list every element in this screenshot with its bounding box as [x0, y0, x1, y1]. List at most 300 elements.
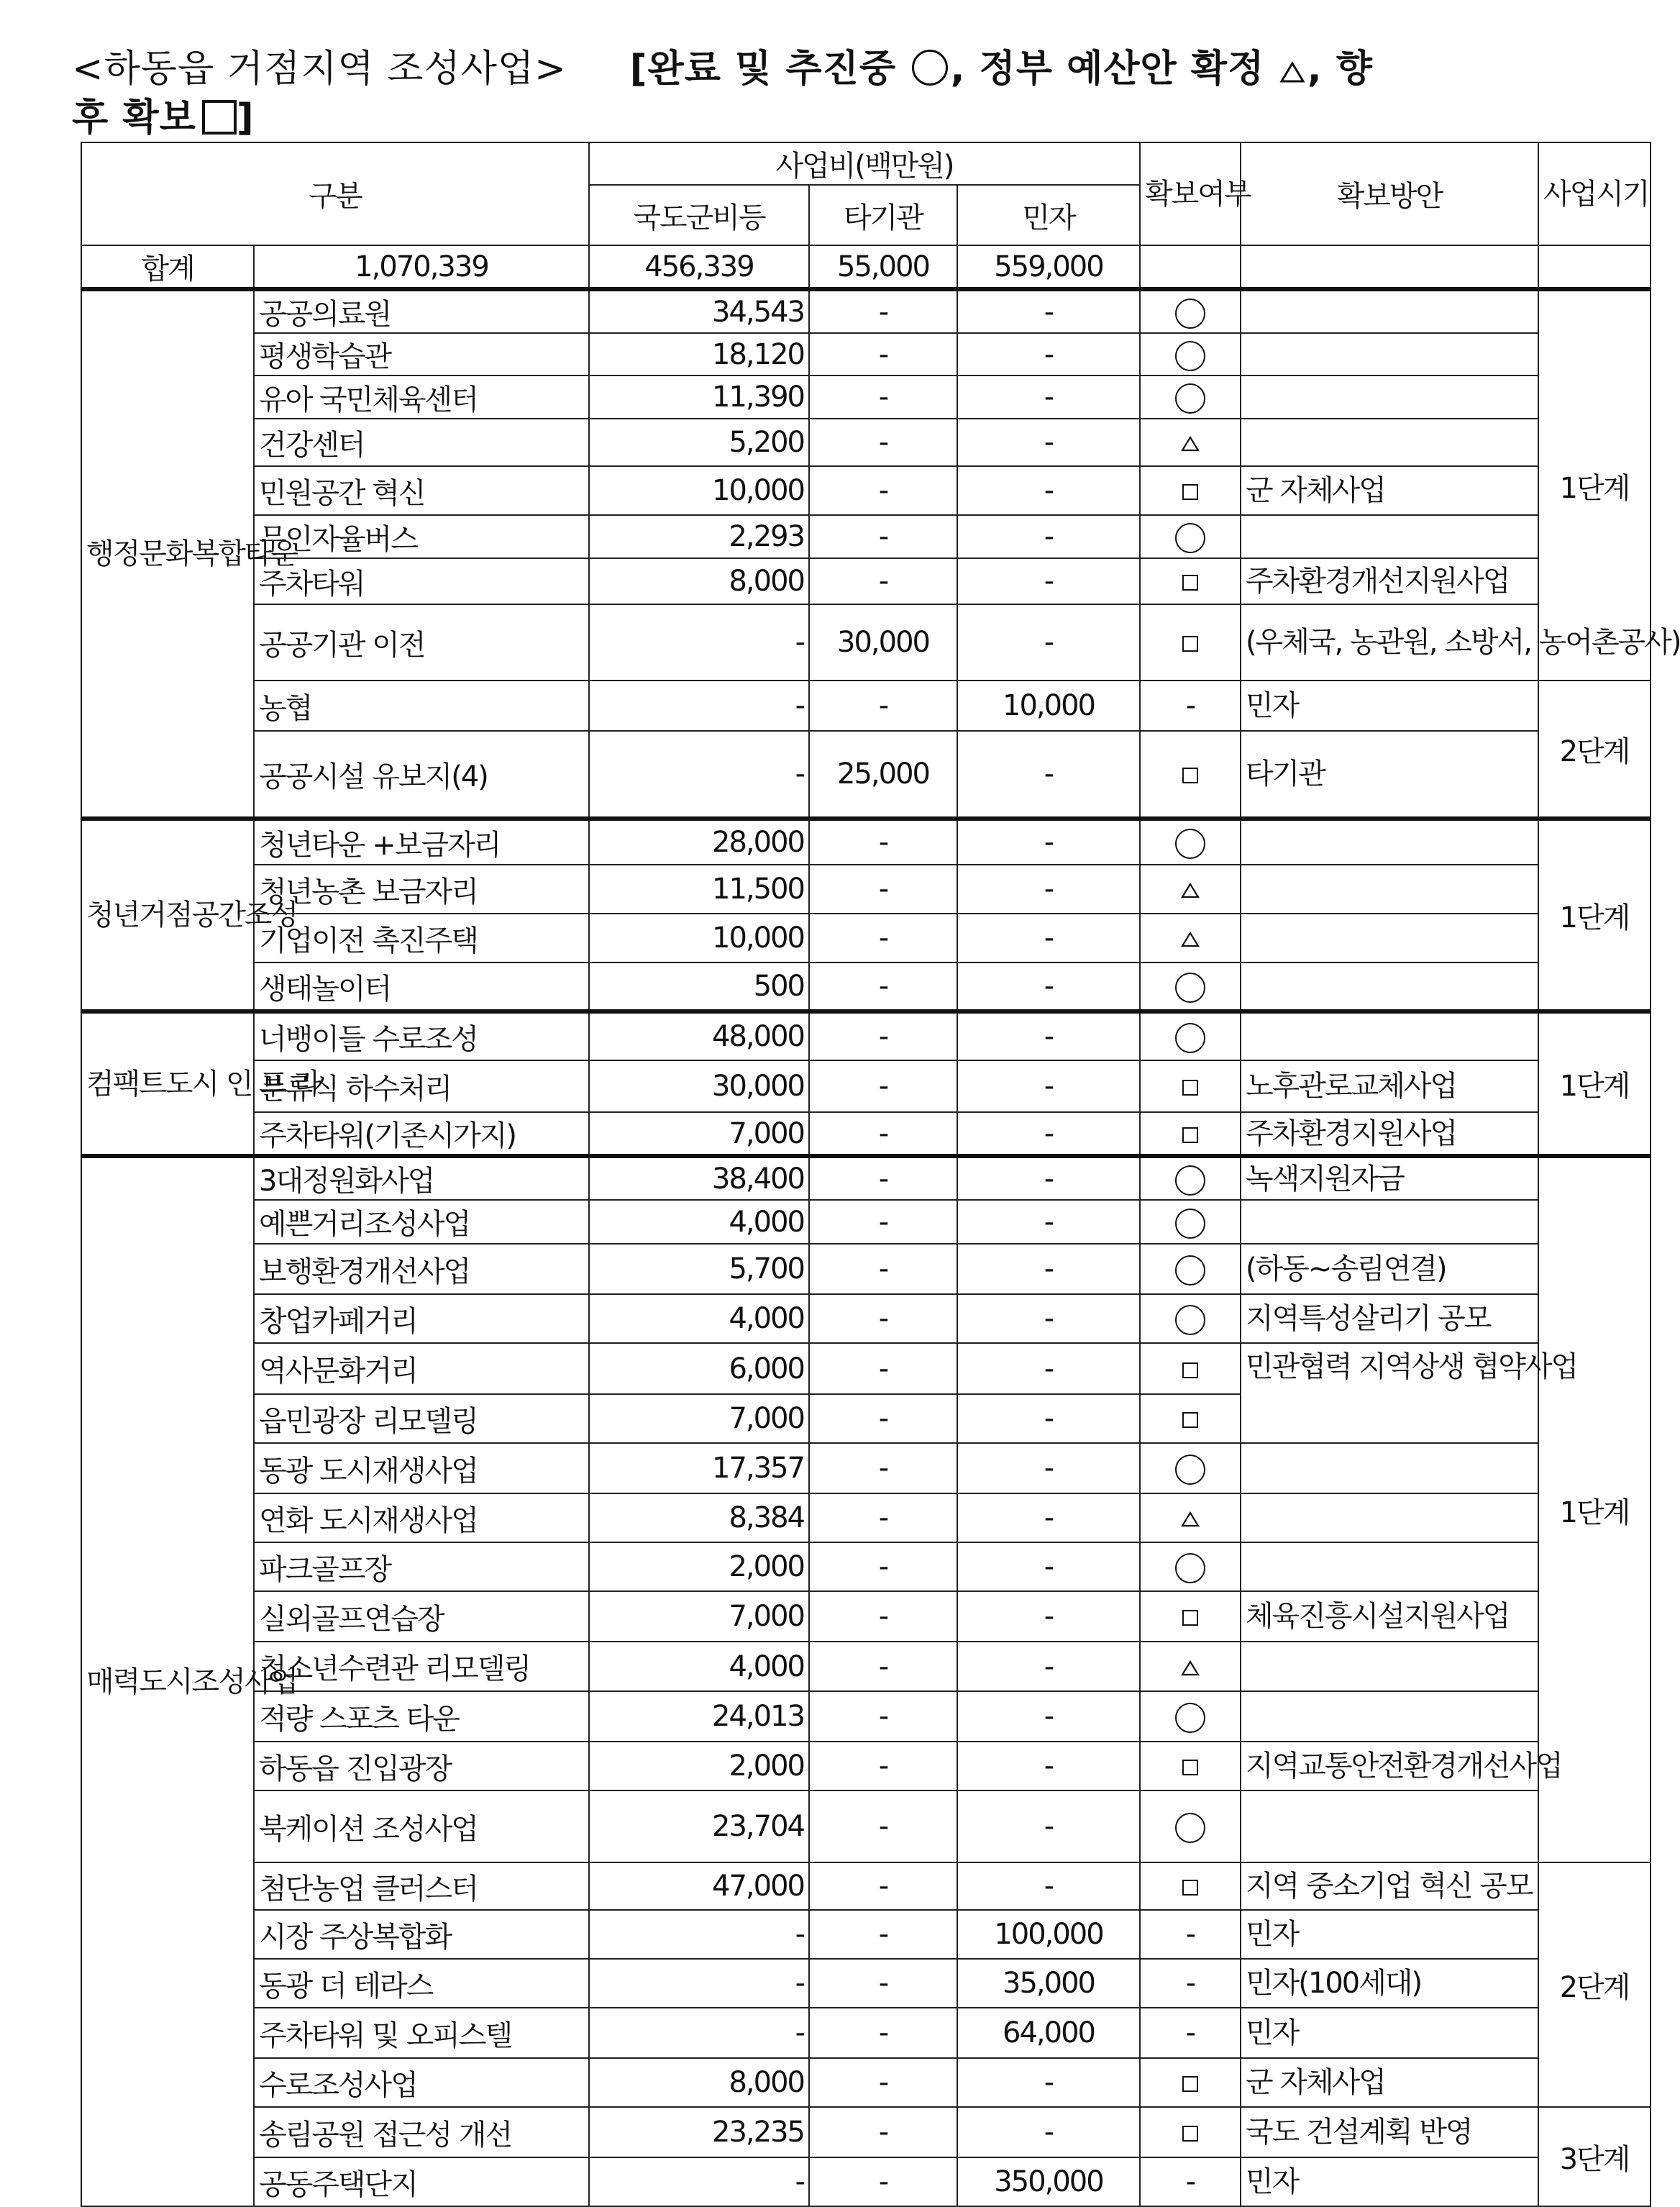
- secure-method: 민관협력 지역상생 협약사업: [1241, 1343, 1538, 1443]
- private-budget: -: [957, 1542, 1140, 1591]
- national-budget: -: [589, 2157, 809, 2206]
- project-table: [81, 142, 1680, 2207]
- status-square-icon: [1182, 1080, 1198, 1096]
- secure-method: [1241, 1790, 1538, 1862]
- other-budget: -: [809, 1060, 957, 1112]
- secure-method: [1241, 865, 1538, 914]
- secured-status: [1140, 1542, 1241, 1591]
- private-budget: -: [957, 1060, 1140, 1112]
- other-budget: -: [809, 289, 957, 333]
- private-budget: -: [957, 289, 1140, 333]
- other-budget: -: [809, 1959, 957, 2008]
- other-budget: -: [809, 819, 957, 865]
- secured-status: [1140, 419, 1241, 466]
- secure-method: [1241, 1542, 1538, 1591]
- project-name: 하동읍 진입광장: [254, 1742, 589, 1790]
- status-circle-icon: [1175, 1553, 1205, 1583]
- secure-method: 지역 중소기업 혁신 공모: [1241, 1862, 1538, 1910]
- project-stage: 1단계: [1538, 1156, 1651, 1862]
- private-budget: -: [957, 1691, 1140, 1742]
- status-square-icon: [1182, 1610, 1198, 1626]
- national-budget: 7,000: [589, 1591, 809, 1642]
- secure-method: 국도 건설계획 반영: [1241, 2107, 1538, 2157]
- project-name: 공공시설 유보지(4): [254, 731, 589, 819]
- other-budget: -: [809, 1343, 957, 1394]
- national-budget: 500: [589, 963, 809, 1011]
- project-stage: 2단계: [1538, 1862, 1651, 2107]
- table-row: [81, 731, 1651, 819]
- group-category: 청년거점공간조성: [81, 819, 254, 1011]
- secured-status: [1140, 1156, 1241, 1200]
- national-budget: -: [589, 2008, 809, 2058]
- status-dash-icon: -: [1185, 1967, 1195, 2000]
- other-budget: -: [809, 1691, 957, 1742]
- secured-status: [1140, 1343, 1241, 1394]
- table-row: [81, 819, 1651, 865]
- other-budget: -: [809, 1910, 957, 1959]
- status-circle-icon: [1175, 1023, 1205, 1053]
- status-circle-icon: [1175, 829, 1205, 859]
- other-budget: -: [809, 963, 957, 1011]
- table-row: [81, 1910, 1651, 1959]
- table-row: [81, 914, 1651, 963]
- private-budget: -: [957, 1343, 1140, 1394]
- status-square-icon: [1182, 2126, 1198, 2142]
- project-stage: 3단계: [1538, 2107, 1651, 2206]
- private-budget: 350,000: [957, 2157, 1140, 2206]
- national-budget: 8,384: [589, 1493, 809, 1542]
- secure-method: 민자: [1241, 2008, 1538, 2058]
- total-other: 55,000: [809, 245, 957, 289]
- table-row: [81, 515, 1651, 558]
- secure-method: 주차환경개선지원사업: [1241, 558, 1538, 604]
- other-budget: -: [809, 376, 957, 419]
- national-budget: -: [589, 681, 809, 731]
- other-budget: -: [809, 1156, 957, 1200]
- other-budget: -: [809, 2058, 957, 2107]
- private-budget: -: [957, 2107, 1140, 2157]
- table-row: [81, 289, 1651, 333]
- table-row: [81, 558, 1651, 604]
- legend-open: [완료 및 추진중: [629, 47, 897, 91]
- private-budget: -: [957, 914, 1140, 963]
- national-budget: -: [589, 731, 809, 819]
- national-budget: 2,000: [589, 1542, 809, 1591]
- status-square-icon: [1182, 1127, 1198, 1143]
- secured-status: [1140, 604, 1241, 681]
- secure-method: [1241, 914, 1538, 963]
- national-budget: 4,000: [589, 1200, 809, 1244]
- project-name: 파크골프장: [254, 1542, 589, 1591]
- secure-method: [1241, 333, 1538, 376]
- status-circle-icon: [1175, 299, 1205, 329]
- national-budget: 5,200: [589, 419, 809, 466]
- secure-method: (하동~송림연결): [1241, 1244, 1538, 1294]
- table-row: [81, 1542, 1651, 1591]
- status-triangle-icon: [1181, 932, 1200, 947]
- project-name: 보행환경개선사업: [254, 1244, 589, 1294]
- table-row: [81, 1642, 1651, 1691]
- secured-status: [1140, 2058, 1241, 2107]
- table-row: [81, 2008, 1651, 2058]
- project-name: 연화 도시재생사업: [254, 1493, 589, 1542]
- other-budget: -: [809, 1862, 957, 1910]
- table-row: [81, 1112, 1651, 1156]
- project-stage: 2단계: [1538, 681, 1651, 819]
- national-budget: 4,000: [589, 1294, 809, 1343]
- status-circle-icon: [1175, 383, 1205, 414]
- project-name: 예쁜거리조성사업: [254, 1200, 589, 1244]
- secure-method: [1241, 1200, 1538, 1244]
- header-private: 민자: [957, 185, 1140, 245]
- other-budget: -: [809, 1294, 957, 1343]
- secure-method: [1241, 1691, 1538, 1742]
- project-name: 공공의료원: [254, 289, 589, 333]
- table-row: [81, 1790, 1651, 1862]
- private-budget: -: [957, 515, 1140, 558]
- national-budget: -: [589, 1910, 809, 1959]
- secure-method: 지역교통안전환경개선사업: [1241, 1742, 1538, 1790]
- legend-mid2: , 향: [1307, 47, 1373, 91]
- header-method: 확보방안: [1241, 142, 1538, 245]
- secured-status: [1140, 1443, 1241, 1493]
- status-triangle-icon: [1181, 883, 1200, 898]
- private-budget: -: [957, 333, 1140, 376]
- legend-square-icon: [202, 100, 237, 135]
- status-square-icon: [1182, 575, 1198, 591]
- secure-method: [1241, 289, 1538, 333]
- secured-status: [1140, 1011, 1241, 1060]
- secured-status: [1140, 515, 1241, 558]
- table-row: [81, 1200, 1651, 1244]
- secure-method: 민자: [1241, 2157, 1538, 2206]
- project-name: 송림공원 접근성 개선: [254, 2107, 589, 2157]
- secured-status: [1140, 731, 1241, 819]
- table-row: [81, 681, 1651, 731]
- national-budget: 34,543: [589, 289, 809, 333]
- secured-status: [1140, 681, 1241, 731]
- national-budget: 23,235: [589, 2107, 809, 2157]
- status-circle-icon: [1175, 1209, 1205, 1239]
- project-stage: 1단계: [1538, 289, 1651, 681]
- other-budget: -: [809, 515, 957, 558]
- other-budget: -: [809, 1011, 957, 1060]
- national-budget: 28,000: [589, 819, 809, 865]
- other-budget: -: [809, 466, 957, 515]
- secured-status: [1140, 1691, 1241, 1742]
- status-square-icon: [1182, 2076, 1198, 2092]
- secured-status: [1140, 914, 1241, 963]
- secure-method: 지역특성살리기 공모: [1241, 1294, 1538, 1343]
- national-budget: 7,000: [589, 1112, 809, 1156]
- legend-triangle-icon: [1280, 61, 1305, 83]
- header-secured: 확보여부: [1140, 142, 1241, 245]
- private-budget: -: [957, 1244, 1140, 1294]
- table-row: [81, 2058, 1651, 2107]
- private-budget: -: [957, 2058, 1140, 2107]
- private-budget: -: [957, 1112, 1140, 1156]
- total-national: 456,339: [589, 245, 809, 289]
- private-budget: -: [957, 1394, 1140, 1443]
- other-budget: -: [809, 1244, 957, 1294]
- other-budget: -: [809, 1112, 957, 1156]
- table-row: [81, 1343, 1651, 1394]
- secured-status: [1140, 1862, 1241, 1910]
- secure-method: [1241, 376, 1538, 419]
- status-circle-icon: [1175, 341, 1205, 371]
- national-budget: 24,013: [589, 1691, 809, 1742]
- private-budget: -: [957, 466, 1140, 515]
- private-budget: 100,000: [957, 1910, 1140, 1959]
- table-row: [81, 604, 1651, 681]
- secure-method: 군 자체사업: [1241, 466, 1538, 515]
- national-budget: 7,000: [589, 1394, 809, 1443]
- secure-method: 녹색지원자금: [1241, 1156, 1538, 1200]
- private-budget: -: [957, 1294, 1140, 1343]
- national-budget: -: [589, 1959, 809, 2008]
- private-budget: -: [957, 1156, 1140, 1200]
- secured-status: [1140, 2157, 1241, 2206]
- header-period: 사업시기: [1538, 142, 1651, 245]
- total-private: 559,000: [957, 245, 1140, 289]
- secure-method: [1241, 1493, 1538, 1542]
- secured-status: [1140, 1591, 1241, 1642]
- group-category: 컴팩트도시 인 프 라: [81, 1011, 254, 1156]
- table-row: [81, 1156, 1651, 1200]
- group-category: 매력도시조성사업: [81, 1156, 254, 2206]
- status-square-icon: [1182, 1760, 1198, 1775]
- private-budget: -: [957, 1742, 1140, 1790]
- project-name: 유아 국민체육센터: [254, 376, 589, 419]
- total-method: [1241, 245, 1538, 289]
- private-budget: -: [957, 1642, 1140, 1691]
- project-name: 역사문화거리: [254, 1343, 589, 1394]
- secured-status: [1140, 1790, 1241, 1862]
- title-text: <하동읍 거점지역 조성사업>: [72, 47, 567, 91]
- other-budget: -: [809, 681, 957, 731]
- other-budget: 25,000: [809, 731, 957, 819]
- document-title: [72, 45, 1618, 142]
- private-budget: -: [957, 1790, 1140, 1862]
- other-budget: -: [809, 1742, 957, 1790]
- national-budget: 8,000: [589, 2058, 809, 2107]
- project-name: 기업이전 촉진주택: [254, 914, 589, 963]
- status-dash-icon: -: [1185, 2165, 1195, 2198]
- project-name: 동광 더 테라스: [254, 1959, 589, 2008]
- national-budget: 47,000: [589, 1862, 809, 1910]
- national-budget: 8,000: [589, 558, 809, 604]
- secured-status: [1140, 289, 1241, 333]
- project-name: 수로조성사업: [254, 2058, 589, 2107]
- other-budget: -: [809, 1542, 957, 1591]
- national-budget: 5,700: [589, 1244, 809, 1294]
- national-budget: 4,000: [589, 1642, 809, 1691]
- secure-method: 민자(100세대): [1241, 1959, 1538, 2008]
- table-row: [81, 1060, 1651, 1112]
- secure-method: 군 자체사업: [1241, 2058, 1538, 2107]
- national-budget: 30,000: [589, 1060, 809, 1112]
- private-budget: -: [957, 1493, 1140, 1542]
- national-budget: 2,000: [589, 1742, 809, 1790]
- project-name: 첨단농업 클러스터: [254, 1862, 589, 1910]
- other-budget: -: [809, 1790, 957, 1862]
- header-other: 타기관: [809, 185, 957, 245]
- other-budget: -: [809, 914, 957, 963]
- other-budget: -: [809, 333, 957, 376]
- secured-status: [1140, 333, 1241, 376]
- group-category: 행정문화복합타운: [81, 289, 254, 819]
- private-budget: -: [957, 865, 1140, 914]
- table-row: [81, 1742, 1651, 1790]
- total-secured: [1140, 245, 1241, 289]
- project-stage: 1단계: [1538, 1011, 1651, 1156]
- project-name: 청소년수련관 리모델링: [254, 1642, 589, 1691]
- total-label: 합계: [81, 245, 254, 289]
- table-row: [81, 1691, 1651, 1742]
- status-circle-icon: [1175, 523, 1205, 553]
- table-row: [81, 419, 1651, 466]
- private-budget: -: [957, 731, 1140, 819]
- secured-status: [1140, 376, 1241, 419]
- secured-status: [1140, 1060, 1241, 1112]
- status-square-icon: [1182, 636, 1198, 652]
- other-budget: -: [809, 1200, 957, 1244]
- table-row: [81, 376, 1651, 419]
- other-budget: -: [809, 1591, 957, 1642]
- secured-status: [1140, 1959, 1241, 2008]
- project-name: 창업카페거리: [254, 1294, 589, 1343]
- status-square-icon: [1182, 768, 1198, 783]
- national-budget: 18,120: [589, 333, 809, 376]
- status-circle-icon: [1175, 1813, 1205, 1843]
- secured-status: [1140, 865, 1241, 914]
- table-row: [81, 963, 1651, 1011]
- secure-method: 주차환경지원사업: [1241, 1112, 1538, 1156]
- project-name: 3대정원화사업: [254, 1156, 589, 1200]
- project-name: 주차타워: [254, 558, 589, 604]
- private-budget: -: [957, 1443, 1140, 1493]
- status-circle-icon: [1175, 973, 1205, 1003]
- other-budget: -: [809, 2157, 957, 2206]
- private-budget: 10,000: [957, 681, 1140, 731]
- secure-method: [1241, 819, 1538, 865]
- status-triangle-icon: [1181, 436, 1200, 452]
- status-circle-icon: [1175, 1305, 1205, 1335]
- national-budget: 10,000: [589, 914, 809, 963]
- total-period: [1538, 245, 1651, 289]
- table-row: [81, 1591, 1651, 1642]
- header-budget: 사업비(백만원): [589, 142, 1140, 185]
- secure-method: [1241, 515, 1538, 558]
- header-category: 구분: [81, 142, 589, 245]
- legend-circle-icon: [912, 50, 948, 86]
- other-budget: -: [809, 558, 957, 604]
- secure-method: 민자: [1241, 1910, 1538, 1959]
- private-budget: -: [957, 1862, 1140, 1910]
- secured-status: [1140, 2107, 1241, 2157]
- national-budget: 17,357: [589, 1443, 809, 1493]
- table-row: [81, 1443, 1651, 1493]
- project-name: 농협: [254, 681, 589, 731]
- private-budget: -: [957, 963, 1140, 1011]
- private-budget: -: [957, 604, 1140, 681]
- project-name: 적량 스포츠 타운: [254, 1691, 589, 1742]
- status-circle-icon: [1175, 1255, 1205, 1285]
- secured-status: [1140, 819, 1241, 865]
- project-name: 생태놀이터: [254, 963, 589, 1011]
- secure-method: (우체국, 농관원, 소방서, 농어촌공사): [1241, 604, 1538, 681]
- other-budget: -: [809, 2008, 957, 2058]
- status-dash-icon: -: [1185, 2016, 1195, 2049]
- status-triangle-icon: [1181, 1511, 1200, 1527]
- project-name: 주차타워 및 오피스텔: [254, 2008, 589, 2058]
- private-budget: -: [957, 419, 1140, 466]
- secured-status: [1140, 1493, 1241, 1542]
- status-dash-icon: -: [1185, 689, 1195, 722]
- status-circle-icon: [1175, 1165, 1205, 1196]
- private-budget: -: [957, 1200, 1140, 1244]
- national-budget: -: [589, 604, 809, 681]
- secured-status: [1140, 1112, 1241, 1156]
- secured-status: [1140, 1394, 1241, 1443]
- status-dash-icon: -: [1185, 1918, 1195, 1951]
- secure-method: [1241, 1011, 1538, 1060]
- secured-status: [1140, 558, 1241, 604]
- national-budget: 2,293: [589, 515, 809, 558]
- national-budget: 6,000: [589, 1343, 809, 1394]
- private-budget: -: [957, 1011, 1140, 1060]
- table-row: [81, 1959, 1651, 2008]
- secure-method: 체육진흥시설지원사업: [1241, 1591, 1538, 1642]
- other-budget: -: [809, 1493, 957, 1542]
- secured-status: [1140, 1244, 1241, 1294]
- secured-status: [1140, 1742, 1241, 1790]
- secure-method: [1241, 963, 1538, 1011]
- table-row: [81, 1294, 1651, 1343]
- secure-method: 노후관로교체사업: [1241, 1060, 1538, 1112]
- table-row: [81, 1011, 1651, 1060]
- total-sum: 1,070,339: [254, 245, 589, 289]
- private-budget: 35,000: [957, 1959, 1140, 2008]
- national-budget: 48,000: [589, 1011, 809, 1060]
- table-row: [81, 2107, 1651, 2157]
- legend-close: ]: [236, 96, 255, 140]
- national-budget: 11,500: [589, 865, 809, 914]
- project-name: 너뱅이들 수로조성: [254, 1011, 589, 1060]
- status-circle-icon: [1175, 1703, 1205, 1733]
- national-budget: 23,704: [589, 1790, 809, 1862]
- legend-mid1: , 정부 예산안 확정: [950, 47, 1265, 91]
- national-budget: 10,000: [589, 466, 809, 515]
- project-name: 청년타운 +보금자리: [254, 819, 589, 865]
- project-name: 민원공간 혁신: [254, 466, 589, 515]
- secured-status: [1140, 1642, 1241, 1691]
- other-budget: -: [809, 1394, 957, 1443]
- secured-status: [1140, 1200, 1241, 1244]
- secure-method: [1241, 1443, 1538, 1493]
- national-budget: 11,390: [589, 376, 809, 419]
- project-name: 실외골프연습장: [254, 1591, 589, 1642]
- other-budget: -: [809, 1443, 957, 1493]
- table-row: [81, 333, 1651, 376]
- project-name: 주차타워(기존시가지): [254, 1112, 589, 1156]
- private-budget: -: [957, 558, 1140, 604]
- other-budget: 30,000: [809, 604, 957, 681]
- project-name: 북케이션 조성사업: [254, 1790, 589, 1862]
- project-name: 동광 도시재생사업: [254, 1443, 589, 1493]
- project-name: 시장 주상복합화: [254, 1910, 589, 1959]
- status-circle-icon: [1175, 1455, 1205, 1485]
